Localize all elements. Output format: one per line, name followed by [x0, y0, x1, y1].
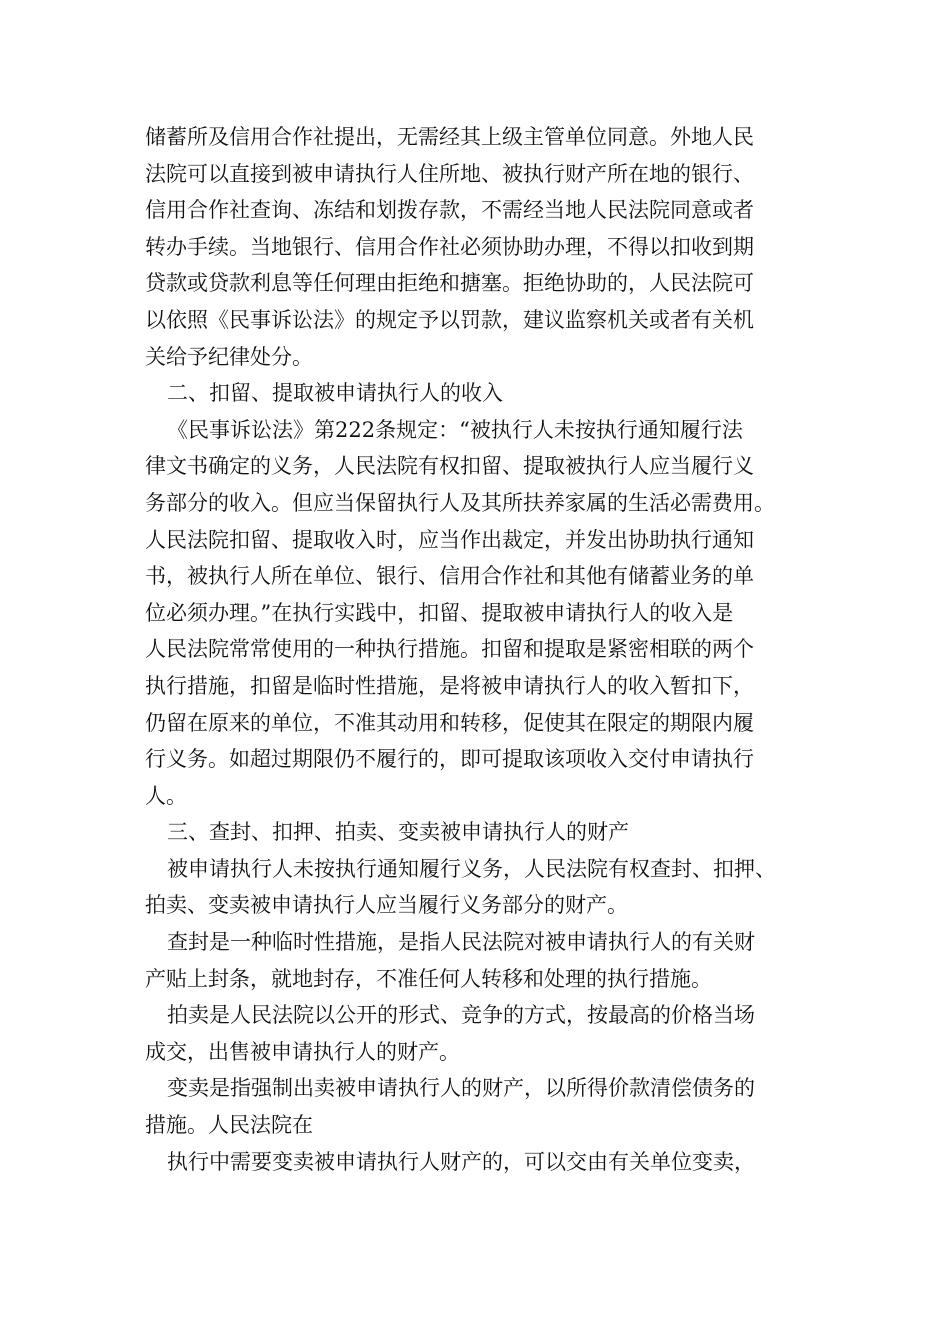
text-line: 储蓄所及信用合作社提出，无需经其上级主管单位同意。外地人民 — [145, 125, 754, 149]
text-line: 关给予纪律处分。 — [145, 344, 313, 369]
document-body — [145, 119, 825, 1180]
paragraph-start-line: 执行中需要变卖被申请执行人财产的，可以交由有关单位变卖， — [167, 1149, 755, 1174]
text-line: 人民法院常常使用的一种执行措施。扣留和提取是紧密相联的两个 — [145, 637, 754, 662]
paragraph-start-line: 被申请执行人未按执行通知履行义务，人民法院有权查封、扣押、 — [167, 856, 776, 881]
text-line: 拍卖、变卖被申请执行人应当履行义务部分的财产。 — [145, 893, 628, 918]
text-line: 产贴上封条，就地封存，不准任何人转移和处理的执行措施。 — [145, 966, 712, 991]
text-line: 以依照《民事诉讼法》的规定予以罚款，建议监察机关或者有关机 — [145, 307, 754, 332]
text-line: 人民法院扣留、提取收入时，应当作出裁定，并发出协助执行通知 — [145, 527, 754, 552]
text-line: 执行措施，扣留是临时性措施，是将被申请执行人的收入暂扣下， — [145, 673, 754, 698]
text-line: 法院可以直接到被申请执行人住所地、被执行财产所在地的银行、 — [145, 161, 754, 186]
text-line: 转办手续。当地银行、信用合作社必须协助办理，不得以扣收到期 — [145, 234, 754, 259]
text-line: 律文书确定的义务，人民法院有权扣留、提取被执行人应当履行义 — [145, 454, 754, 479]
text-line: 位必须办理。”在执行实践中，扣留、提取被申请执行人的收入是 — [145, 600, 734, 625]
text-line: 人。 — [145, 783, 187, 808]
text-line: 务部分的收入。但应当保留执行人及其所扶养家属的生活必需费用。 — [145, 490, 775, 515]
text-line: 书，被执行人所在单位、银行、信用合作社和其他有储蓄业务的单 — [145, 564, 754, 589]
text-line: 仍留在原来的单位，不准其动用和转移，促使其在限定的期限内履 — [145, 710, 754, 735]
text-line: 措施。人民法院在 — [145, 1113, 313, 1138]
text-line: 行义务。如超过期限仍不履行的，即可提取该项收入交付申请执行 — [145, 747, 754, 772]
section-heading-3: 三、查封、扣押、拍卖、变卖被申请执行人的财产 — [167, 820, 629, 845]
section-heading-2: 二、扣留、提取被申请执行人的收入 — [167, 381, 503, 406]
paragraph-start-line: 变卖是指强制出卖被申请执行人的财产，以所得价款清偿债务的 — [167, 1076, 755, 1101]
paragraph-start-line: 查封是一种临时性措施，是指人民法院对被申请执行人的有关财 — [167, 930, 755, 955]
text-line: 成交，出售被申请执行人的财产。 — [145, 1039, 460, 1064]
text-line: 信用合作社查询、冻结和划拨存款，不需经当地人民法院同意或者 — [145, 198, 754, 223]
paragraph-start-line: 拍卖是人民法院以公开的形式、竞争的方式，按最高的价格当场 — [167, 1003, 755, 1028]
paragraph-start-line: 《民事诉讼法》第222条规定：“被执行人未按执行通知履行法 — [167, 417, 743, 442]
text-line: 贷款或贷款利息等任何理由拒绝和搪塞。拒绝协助的，人民法院可 — [145, 271, 754, 296]
